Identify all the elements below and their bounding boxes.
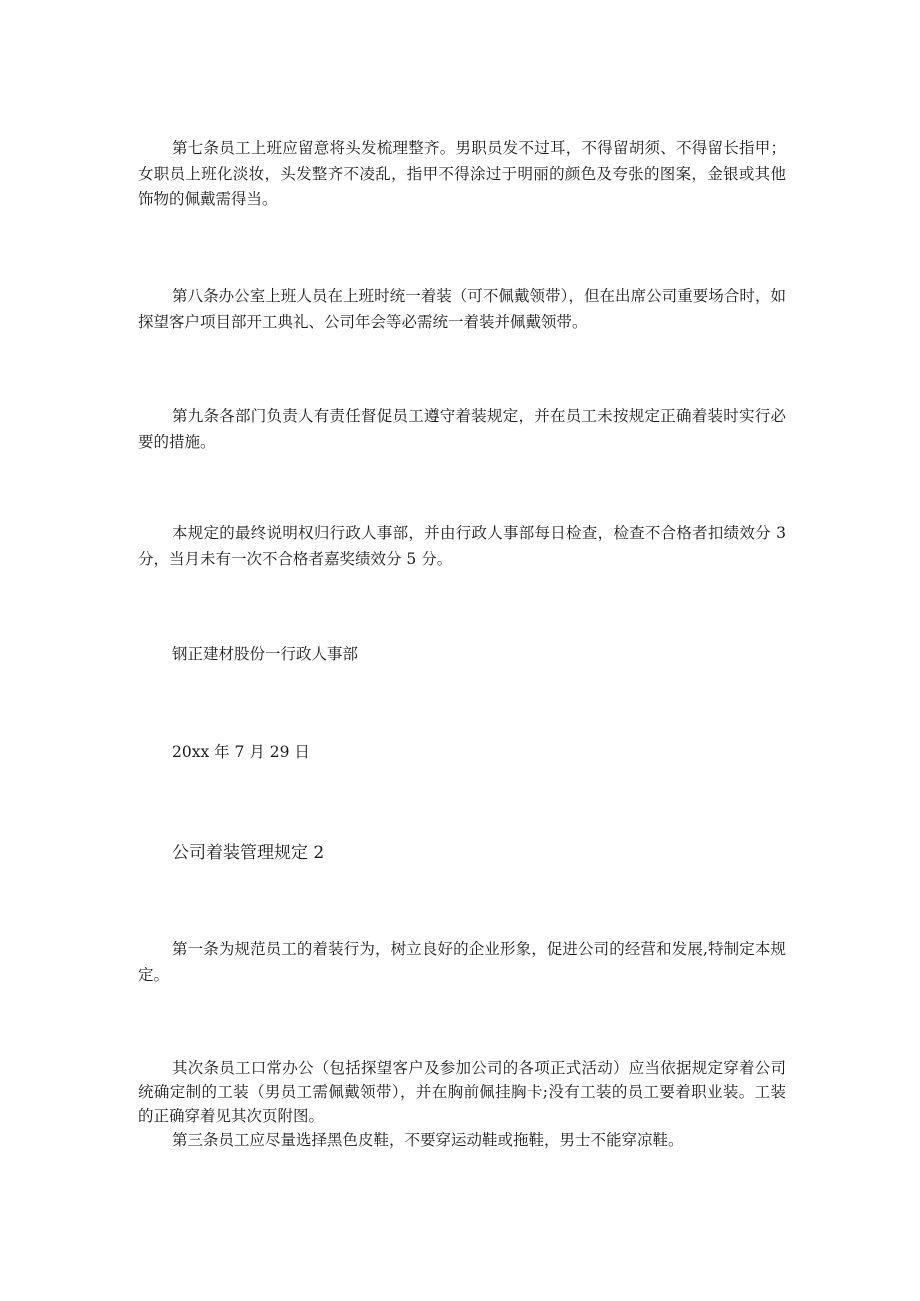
section2-article-2-paragraph: 其次条员工口常办公（包括探望客户及参加公司的各项正式活动）应当依据规定穿着公司统确定制的工装（男员工需佩戴领带），并在胸前佩挂胸卡;没有工装的员工要着职业装。工装的正确穿着见其次页附图。 (138, 1059, 786, 1125)
section2-article-3-paragraph: 第三条员工应尽量选择黑色皮鞋，不要穿运动鞋或拖鞋，男士不能穿凉鞋。 (172, 1131, 684, 1149)
section2-article-1-paragraph: 第一条为规范员工的着装行为，树立良好的企业形象，促进公司的经营和发展,特制定本规定。 (138, 940, 786, 984)
section-title: 公司着装管理规定 2 (172, 843, 325, 863)
article-8-paragraph: 第八条办公室上班人员在上班时统一着装（可不佩戴领带），但在出席公司重要场合时，如探望客户项目部开工典礼、公司年会等必需统一着装并佩戴领带。 (138, 287, 786, 331)
issuer-line: 钢正建材股份一行政人事部 (172, 645, 359, 663)
article-9-paragraph: 第九条各部门负责人有责任督促员工遵守着装规定，并在员工未按规定正确着装时实行必要的措施。 (138, 407, 786, 451)
interpretation-paragraph: 本规定的最终说明权归行政人事部，并由行政人事部每日检查，检查不合格者扣绩效分 3 分，当月未有一次不合格者嘉奖绩效分 5 分。 (138, 524, 786, 568)
date-line: 20xx 年 7 月 29 日 (172, 743, 310, 761)
article-7-paragraph: 第七条员工上班应留意将头发梳理整齐。男职员发不过耳，不得留胡须、不得留长指甲；女职员上班化淡妆，头发整齐不凌乱，指甲不得涂过于明丽的颜色及夸张的图案，金银或其他饰物的佩戴需得当。 (138, 139, 786, 208)
